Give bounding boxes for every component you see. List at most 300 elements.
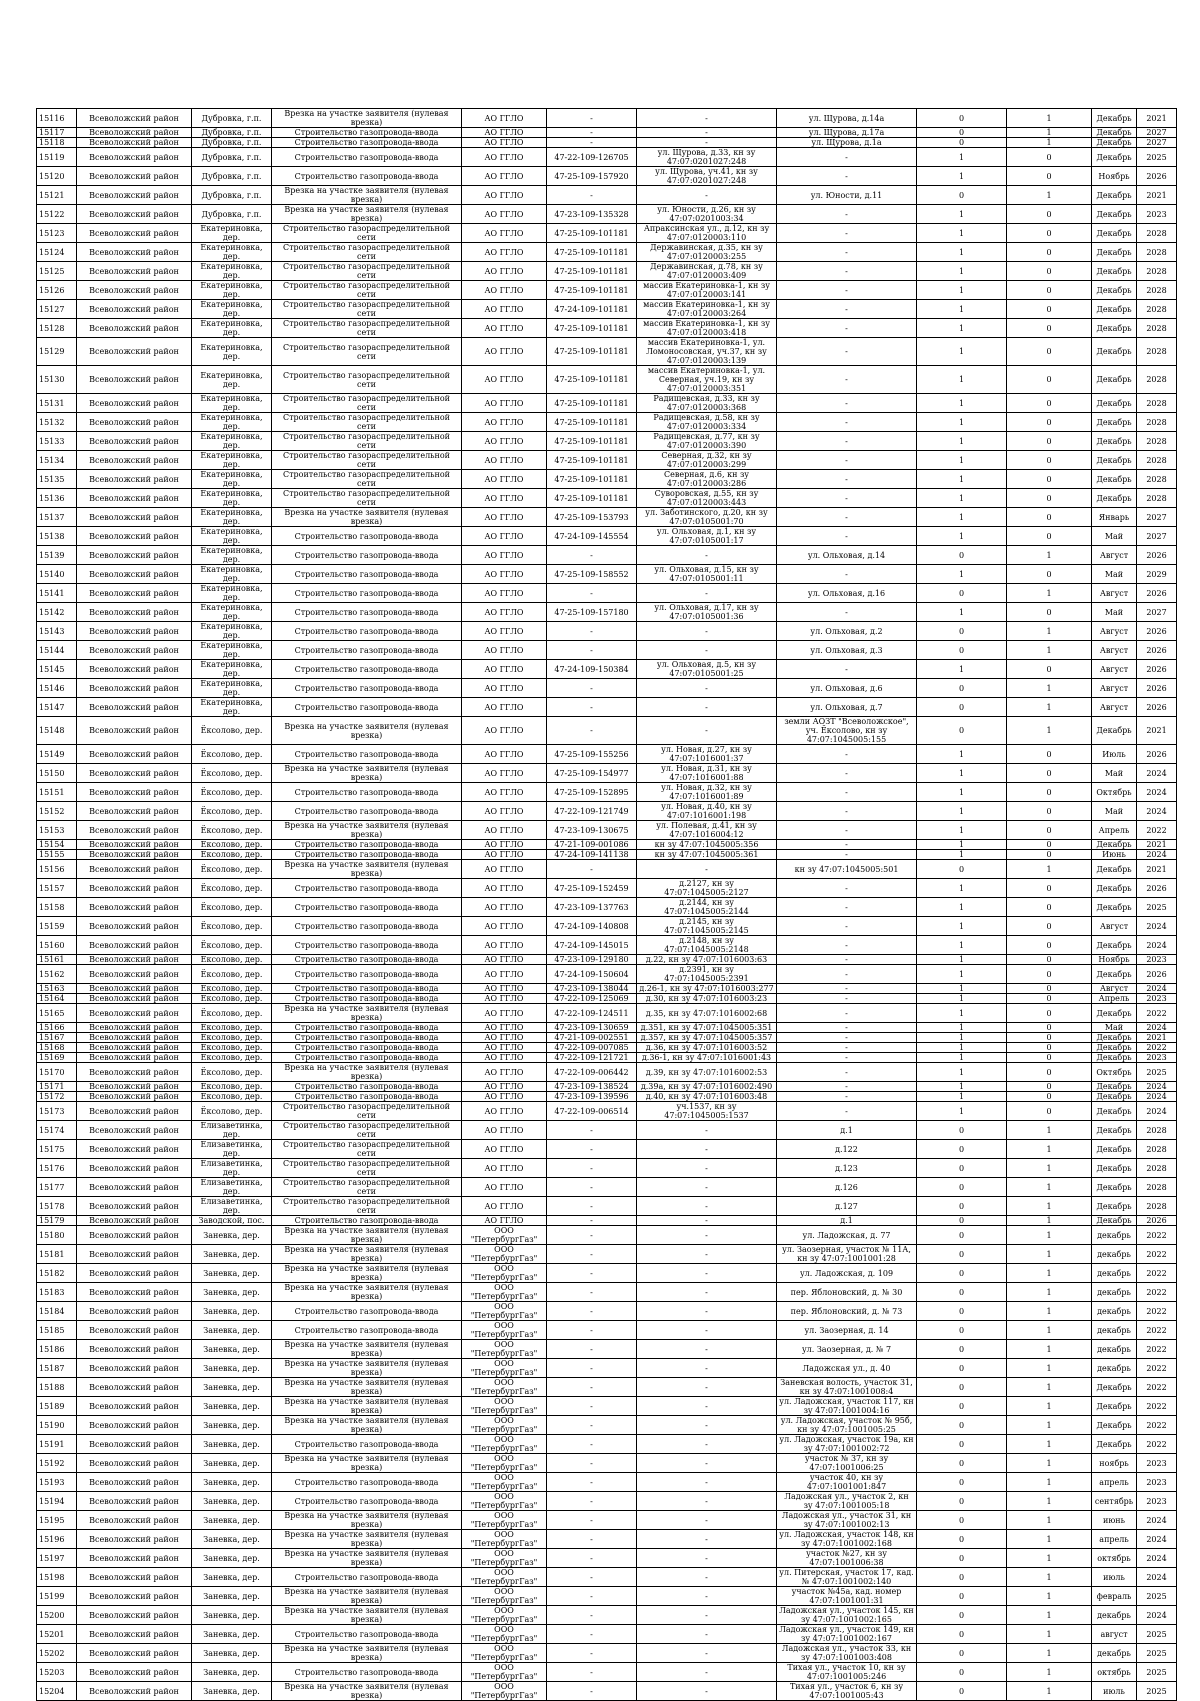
table-cell: д.127: [777, 1197, 917, 1216]
table-cell: Всеволожский район: [77, 565, 192, 584]
table-cell: Екатериновка, дер.: [192, 508, 272, 527]
table-cell: Декабрь: [1092, 1178, 1137, 1197]
table-cell: -: [777, 470, 917, 489]
table-cell: 0: [1007, 451, 1092, 470]
table-cell: -: [547, 1283, 637, 1302]
table-row: [37, 660, 1177, 679]
table-cell: Декабрь: [1092, 109, 1137, 128]
table-cell: -: [777, 764, 917, 783]
table-cell: Строительство газопровода-ввода: [272, 622, 462, 641]
table-cell: 2026: [1137, 167, 1177, 186]
table-cell: ул. Щурова, д.1а: [777, 138, 917, 148]
table-cell: -: [547, 1682, 637, 1701]
table-cell: Декабрь: [1092, 1197, 1137, 1216]
table-cell: Строительство газораспределительной сети: [272, 243, 462, 262]
table-cell: ул. Ладожская, д. 109: [777, 1264, 917, 1283]
table-cell: 47-25-109-154977: [547, 764, 637, 783]
table-cell: Врезка на участке заявителя (нулевая врезка): [272, 1004, 462, 1023]
table-cell: 47-22-109-124511: [547, 1004, 637, 1023]
table-cell: Строительство газораспределительной сети: [272, 319, 462, 338]
table-cell: уч.1537, кн зу 47:07:1045005:1537: [637, 1102, 777, 1121]
table-cell: Елизаветинка, дер.: [192, 1159, 272, 1178]
table-cell: Декабрь: [1092, 128, 1137, 138]
table-cell: 47-24-109-145554: [547, 527, 637, 546]
table-cell: Строительство газораспределительной сети: [272, 470, 462, 489]
table-row: [37, 1102, 1177, 1121]
table-cell: Екатериновка, дер.: [192, 603, 272, 622]
table-cell: 15173: [37, 1102, 77, 1121]
table-row: [37, 1511, 1177, 1530]
table-cell: 2028: [1137, 451, 1177, 470]
table-cell: 47-25-109-157180: [547, 603, 637, 622]
table-cell: 1: [1007, 128, 1092, 138]
table-cell: участок №27, кн зу 47:07:1001006:38: [777, 1549, 917, 1568]
table-cell: д.35, кн зу 47:07:1016002:68: [637, 1004, 777, 1023]
table-cell: 2024: [1137, 984, 1177, 994]
table-row: [37, 565, 1177, 584]
table-cell: Декабрь: [1092, 1082, 1137, 1092]
table-cell: Всеволожский район: [77, 508, 192, 527]
table-cell: 2024: [1137, 1092, 1177, 1102]
table-cell: Всеволожский район: [77, 1416, 192, 1435]
table-cell: -: [547, 679, 637, 698]
table-cell: ООО "ПетербургГаз": [462, 1264, 547, 1283]
table-cell: 1: [917, 802, 1007, 821]
table-cell: д.126: [777, 1178, 917, 1197]
table-cell: АО ГГЛО: [462, 527, 547, 546]
table-row: [37, 1216, 1177, 1226]
table-cell: Декабрь: [1092, 281, 1137, 300]
table-cell: Врезка на участке заявителя (нулевая врезка): [272, 1530, 462, 1549]
table-cell: 0: [917, 1178, 1007, 1197]
table-cell: Тихая ул., участок 10, кн зу 47:07:1001005:246: [777, 1663, 917, 1682]
table-cell: массив Екатериновка-1, ул. Северная, уч.19, кн зу 47:07:0120003:351: [637, 366, 777, 394]
table-cell: Строительство газопровода-ввода: [272, 1092, 462, 1102]
table-cell: 2022: [1137, 1340, 1177, 1359]
table-cell: 1: [917, 508, 1007, 527]
table-cell: д.2148, кн зу 47:07:1045005:2148: [637, 936, 777, 955]
table-cell: -: [637, 1549, 777, 1568]
table-cell: Всеволожский район: [77, 1359, 192, 1378]
table-cell: -: [547, 1159, 637, 1178]
table-cell: Строительство газопровода-ввода: [272, 955, 462, 965]
table-cell: 15154: [37, 840, 77, 850]
table-cell: Всеволожский район: [77, 300, 192, 319]
table-cell: 47-25-109-101181: [547, 262, 637, 281]
table-cell: 1: [1007, 641, 1092, 660]
table-cell: -: [777, 224, 917, 243]
table-cell: Январь: [1092, 508, 1137, 527]
table-cell: декабрь: [1092, 1340, 1137, 1359]
table-row: [37, 243, 1177, 262]
table-cell: 2021: [1137, 1033, 1177, 1043]
table-cell: Декабрь: [1092, 262, 1137, 281]
table-cell: -: [637, 1397, 777, 1416]
table-cell: 0: [1007, 1063, 1092, 1082]
table-cell: Строительство газопровода-ввода: [272, 936, 462, 955]
table-cell: 2026: [1137, 641, 1177, 660]
table-cell: 0: [1007, 565, 1092, 584]
table-cell: 2027: [1137, 508, 1177, 527]
table-cell: Заневка, дер.: [192, 1302, 272, 1321]
table-cell: Всеволожский район: [77, 394, 192, 413]
table-row: [37, 1359, 1177, 1378]
table-cell: Всеволожский район: [77, 1682, 192, 1701]
table-cell: июль: [1092, 1682, 1137, 1701]
table-cell: 0: [1007, 243, 1092, 262]
table-cell: ул. Щурова, д.33, кн зу 47:07:0201027:248: [637, 148, 777, 167]
table-cell: 47-23-109-137763: [547, 898, 637, 917]
table-row: [37, 1397, 1177, 1416]
table-cell: Всеволожский район: [77, 1245, 192, 1264]
table-row: [37, 1378, 1177, 1397]
table-cell: Декабрь: [1092, 451, 1137, 470]
table-cell: Всеволожский район: [77, 917, 192, 936]
table-cell: д.2145, кн зу 47:07:1045005:2145: [637, 917, 777, 936]
table-cell: ул. Юности, д.11: [777, 186, 917, 205]
table-cell: 1: [917, 565, 1007, 584]
table-cell: 0: [917, 1245, 1007, 1264]
table-cell: 2022: [1137, 1397, 1177, 1416]
table-cell: Елизаветинка, дер.: [192, 1197, 272, 1216]
table-cell: Ладожская ул., д. 40: [777, 1359, 917, 1378]
table-cell: 1: [917, 965, 1007, 984]
table-cell: ООО "ПетербургГаз": [462, 1644, 547, 1663]
table-cell: Врезка на участке заявителя (нулевая врезка): [272, 1454, 462, 1473]
table-cell: Ёксолово, дер.: [192, 984, 272, 994]
table-cell: -: [777, 965, 917, 984]
table-cell: АО ГГЛО: [462, 319, 547, 338]
table-cell: 2028: [1137, 489, 1177, 508]
table-cell: Всеволожский район: [77, 698, 192, 717]
table-cell: Всеволожский район: [77, 717, 192, 745]
table-cell: Дубровка, г.п.: [192, 138, 272, 148]
table-cell: 2021: [1137, 109, 1177, 128]
table-cell: 15177: [37, 1178, 77, 1197]
table-cell: ООО "ПетербургГаз": [462, 1587, 547, 1606]
table-cell: -: [637, 679, 777, 698]
table-cell: 1: [1007, 860, 1092, 879]
table-cell: 0: [1007, 660, 1092, 679]
table-cell: -: [547, 1197, 637, 1216]
table-row: [37, 148, 1177, 167]
table-cell: 15192: [37, 1454, 77, 1473]
table-cell: Всеволожский район: [77, 1226, 192, 1245]
table-cell: -: [547, 698, 637, 717]
table-row: [37, 994, 1177, 1004]
table-cell: -: [547, 1397, 637, 1416]
table-cell: 0: [917, 1568, 1007, 1587]
table-cell: -: [637, 109, 777, 128]
table-cell: -: [637, 1159, 777, 1178]
table-cell: Всеволожский район: [77, 432, 192, 451]
table-cell: Май: [1092, 802, 1137, 821]
table-row: [37, 128, 1177, 138]
table-cell: 1: [917, 603, 1007, 622]
table-cell: Екатериновка, дер.: [192, 679, 272, 698]
table-cell: ул. Щурова, уч.41, кн зу 47:07:0201027:248: [637, 167, 777, 186]
table-cell: -: [547, 1178, 637, 1197]
table-cell: 0: [917, 1454, 1007, 1473]
table-cell: 0: [1007, 994, 1092, 1004]
table-cell: -: [547, 1416, 637, 1435]
table-cell: Строительство газопровода-ввода: [272, 603, 462, 622]
table-row: [37, 1245, 1177, 1264]
table-cell: АО ГГЛО: [462, 879, 547, 898]
table-cell: 0: [917, 1302, 1007, 1321]
table-cell: Строительство газораспределительной сети: [272, 1140, 462, 1159]
table-cell: -: [547, 584, 637, 603]
table-cell: Всеволожский район: [77, 167, 192, 186]
table-cell: 0: [1007, 879, 1092, 898]
table-cell: 1: [917, 1053, 1007, 1063]
table-cell: 15155: [37, 850, 77, 860]
table-cell: 47-25-109-152459: [547, 879, 637, 898]
table-cell: 2028: [1137, 394, 1177, 413]
table-cell: Заневка, дер.: [192, 1340, 272, 1359]
table-cell: 2026: [1137, 622, 1177, 641]
table-cell: 1: [1007, 1197, 1092, 1216]
table-cell: Всеволожский район: [77, 319, 192, 338]
table-cell: 1: [1007, 1568, 1092, 1587]
table-cell: -: [547, 717, 637, 745]
table-cell: 0: [917, 1283, 1007, 1302]
table-cell: АО ГГЛО: [462, 984, 547, 994]
table-cell: Екатериновка, дер.: [192, 366, 272, 394]
table-cell: АО ГГЛО: [462, 994, 547, 1004]
table-cell: Елизаветинка, дер.: [192, 1121, 272, 1140]
table-cell: Всеволожский район: [77, 148, 192, 167]
table-cell: АО ГГЛО: [462, 1033, 547, 1043]
table-cell: Всеволожский район: [77, 262, 192, 281]
table-cell: Всеволожский район: [77, 366, 192, 394]
table-cell: Всеволожский район: [77, 546, 192, 565]
table-cell: 15190: [37, 1416, 77, 1435]
table-cell: АО ГГЛО: [462, 167, 547, 186]
table-cell: АО ГГЛО: [462, 584, 547, 603]
table-cell: Врезка на участке заявителя (нулевая врезка): [272, 764, 462, 783]
table-cell: 1: [917, 745, 1007, 764]
table-cell: 15157: [37, 879, 77, 898]
table-cell: 47-24-109-150604: [547, 965, 637, 984]
table-cell: 2027: [1137, 603, 1177, 622]
table-cell: 0: [917, 584, 1007, 603]
table-cell: ул. Юности, д.26, кн зу 47:07:0201003:34: [637, 205, 777, 224]
table-cell: Всеволожский район: [77, 1023, 192, 1033]
table-cell: 47-22-109-126705: [547, 148, 637, 167]
table-cell: 15136: [37, 489, 77, 508]
table-cell: д.22, кн зу 47:07:1016003:63: [637, 955, 777, 965]
table-cell: 47-21-109-001086: [547, 840, 637, 850]
table-cell: 15132: [37, 413, 77, 432]
table-cell: -: [637, 1264, 777, 1283]
table-cell: 15142: [37, 603, 77, 622]
table-cell: ООО "ПетербургГаз": [462, 1397, 547, 1416]
table-cell: ООО "ПетербургГаз": [462, 1226, 547, 1245]
table-cell: участок №45а, кад. номер 47:07:1001001:31: [777, 1587, 917, 1606]
table-cell: ул. Ольховая, д.5, кн зу 47:07:0105001:25: [637, 660, 777, 679]
table-cell: Строительство газопровода-ввода: [272, 1492, 462, 1511]
table-cell: 0: [1007, 936, 1092, 955]
table-cell: Декабрь: [1092, 224, 1137, 243]
table-cell: АО ГГЛО: [462, 1023, 547, 1033]
table-cell: 15141: [37, 584, 77, 603]
table-row: [37, 860, 1177, 879]
table-cell: -: [547, 1216, 637, 1226]
table-cell: 2022: [1137, 1245, 1177, 1264]
table-row: [37, 1178, 1177, 1197]
table-cell: -: [777, 243, 917, 262]
table-cell: Всеволожский район: [77, 802, 192, 821]
table-cell: массив Екатериновка-1, кн зу 47:07:0120003:141: [637, 281, 777, 300]
table-cell: -: [777, 1033, 917, 1043]
table-cell: ул. Новая, д.40, кн зу 47:07:1016001:198: [637, 802, 777, 821]
table-cell: 15193: [37, 1473, 77, 1492]
table-cell: Ладожская ул., участок 33, кн зу 47:07:1001003:408: [777, 1644, 917, 1663]
table-cell: -: [547, 1473, 637, 1492]
table-cell: Всеволожский район: [77, 1663, 192, 1682]
table-cell: 15152: [37, 802, 77, 821]
table-cell: АО ГГЛО: [462, 821, 547, 840]
table-cell: 15174: [37, 1121, 77, 1140]
table-cell: ООО "ПетербургГаз": [462, 1663, 547, 1682]
table-cell: 1: [1007, 1435, 1092, 1454]
table-cell: 0: [917, 1606, 1007, 1625]
table-cell: Строительство газопровода-ввода: [272, 745, 462, 764]
table-cell: Строительство газопровода-ввода: [272, 879, 462, 898]
table-row: [37, 338, 1177, 366]
table-cell: Ёксолово, дер.: [192, 783, 272, 802]
table-cell: Декабрь: [1092, 1033, 1137, 1043]
table-cell: АО ГГЛО: [462, 679, 547, 698]
table-cell: Екатериновка, дер.: [192, 698, 272, 717]
table-cell: -: [547, 546, 637, 565]
table-cell: Екатериновка, дер.: [192, 432, 272, 451]
table-cell: д.39, кн зу 47:07:1016002:53: [637, 1063, 777, 1082]
table-cell: 1: [917, 300, 1007, 319]
table-cell: 1: [1007, 1454, 1092, 1473]
table-cell: Екатериновка, дер.: [192, 641, 272, 660]
table-cell: апрель: [1092, 1473, 1137, 1492]
table-cell: 15129: [37, 338, 77, 366]
table-cell: 0: [1007, 984, 1092, 994]
table-cell: -: [637, 138, 777, 148]
table-cell: Екатериновка, дер.: [192, 319, 272, 338]
table-cell: -: [547, 186, 637, 205]
table-cell: 0: [1007, 1102, 1092, 1121]
table-cell: АО ГГЛО: [462, 508, 547, 527]
table-cell: 2028: [1137, 1178, 1177, 1197]
table-cell: 1: [1007, 1416, 1092, 1435]
table-cell: 15182: [37, 1264, 77, 1283]
table-cell: Декабрь: [1092, 1159, 1137, 1178]
table-cell: Ладожская ул., участок 145, кн зу 47:07:1001002:165: [777, 1606, 917, 1625]
table-cell: 1: [917, 338, 1007, 366]
table-cell: Радищевская, д.58, кн зу 47:07:0120003:334: [637, 413, 777, 432]
table-cell: 15149: [37, 745, 77, 764]
table-cell: Заневка, дер.: [192, 1454, 272, 1473]
table-cell: 0: [1007, 319, 1092, 338]
table-cell: -: [637, 1216, 777, 1226]
table-row: [37, 1082, 1177, 1092]
table-cell: 0: [917, 109, 1007, 128]
table-cell: 2024: [1137, 783, 1177, 802]
table-row: [37, 840, 1177, 850]
table-cell: Ёксолово, дер.: [192, 764, 272, 783]
table-cell: Всеволожский район: [77, 1530, 192, 1549]
table-cell: 0: [917, 1416, 1007, 1435]
table-cell: -: [637, 584, 777, 603]
table-cell: 2023: [1137, 205, 1177, 224]
table-cell: -: [637, 698, 777, 717]
table-cell: 1: [1007, 109, 1092, 128]
table-cell: Строительство газопровода-ввода: [272, 1043, 462, 1053]
table-cell: участок 40, кн зу 47:07:1001001:847: [777, 1473, 917, 1492]
table-cell: 15130: [37, 366, 77, 394]
table-cell: -: [637, 622, 777, 641]
table-cell: Ёксолово, дер.: [192, 936, 272, 955]
table-cell: д.1: [777, 1216, 917, 1226]
table-cell: ООО "ПетербургГаз": [462, 1378, 547, 1397]
table-cell: 1: [1007, 1121, 1092, 1140]
table-cell: 15144: [37, 641, 77, 660]
table-cell: Заневская волость, участок 31, кн зу 47:07:1001008:4: [777, 1378, 917, 1397]
table-cell: Елизаветинка, дер.: [192, 1178, 272, 1197]
table-row: [37, 898, 1177, 917]
table-cell: 1: [917, 1033, 1007, 1043]
table-cell: АО ГГЛО: [462, 1053, 547, 1063]
table-cell: -: [547, 1321, 637, 1340]
table-cell: Строительство газораспределительной сети: [272, 1178, 462, 1197]
table-cell: 0: [1007, 1082, 1092, 1092]
table-row: [37, 1454, 1177, 1473]
table-row: [37, 1492, 1177, 1511]
table-cell: Декабрь: [1092, 860, 1137, 879]
table-cell: АО ГГЛО: [462, 186, 547, 205]
table-row: [37, 432, 1177, 451]
table-cell: Врезка на участке заявителя (нулевая врезка): [272, 821, 462, 840]
table-cell: ООО "ПетербургГаз": [462, 1549, 547, 1568]
table-cell: Всеволожский район: [77, 1178, 192, 1197]
table-cell: Ноябрь: [1092, 167, 1137, 186]
table-cell: 47-25-109-152895: [547, 783, 637, 802]
table-cell: 2027: [1137, 138, 1177, 148]
table-cell: 2028: [1137, 338, 1177, 366]
table-cell: 15181: [37, 1245, 77, 1264]
table-cell: 0: [1007, 1023, 1092, 1033]
table-cell: Ёксолово, дер.: [192, 1023, 272, 1033]
table-cell: 0: [1007, 300, 1092, 319]
table-row: [37, 603, 1177, 622]
table-cell: Екатериновка, дер.: [192, 527, 272, 546]
table-cell: 47-23-109-135328: [547, 205, 637, 224]
table-cell: Строительство газопровода-ввода: [272, 917, 462, 936]
table-cell: д.2391, кн зу 47:07:1045005:2391: [637, 965, 777, 984]
table-row: [37, 1043, 1177, 1053]
table-cell: Заневка, дер.: [192, 1682, 272, 1701]
table-cell: октябрь: [1092, 1663, 1137, 1682]
table-row: [37, 965, 1177, 984]
table-cell: Врезка на участке заявителя (нулевая врезка): [272, 1264, 462, 1283]
table-cell: массив Екатериновка-1, кн зу 47:07:0120003:264: [637, 300, 777, 319]
table-cell: -: [637, 1283, 777, 1302]
table-cell: Ёксолово, дер.: [192, 717, 272, 745]
table-cell: 2022: [1137, 1416, 1177, 1435]
table-cell: Екатериновка, дер.: [192, 243, 272, 262]
table-cell: Строительство газопровода-ввода: [272, 128, 462, 138]
table-cell: Врезка на участке заявителя (нулевая врезка): [272, 1378, 462, 1397]
table-cell: -: [547, 1340, 637, 1359]
